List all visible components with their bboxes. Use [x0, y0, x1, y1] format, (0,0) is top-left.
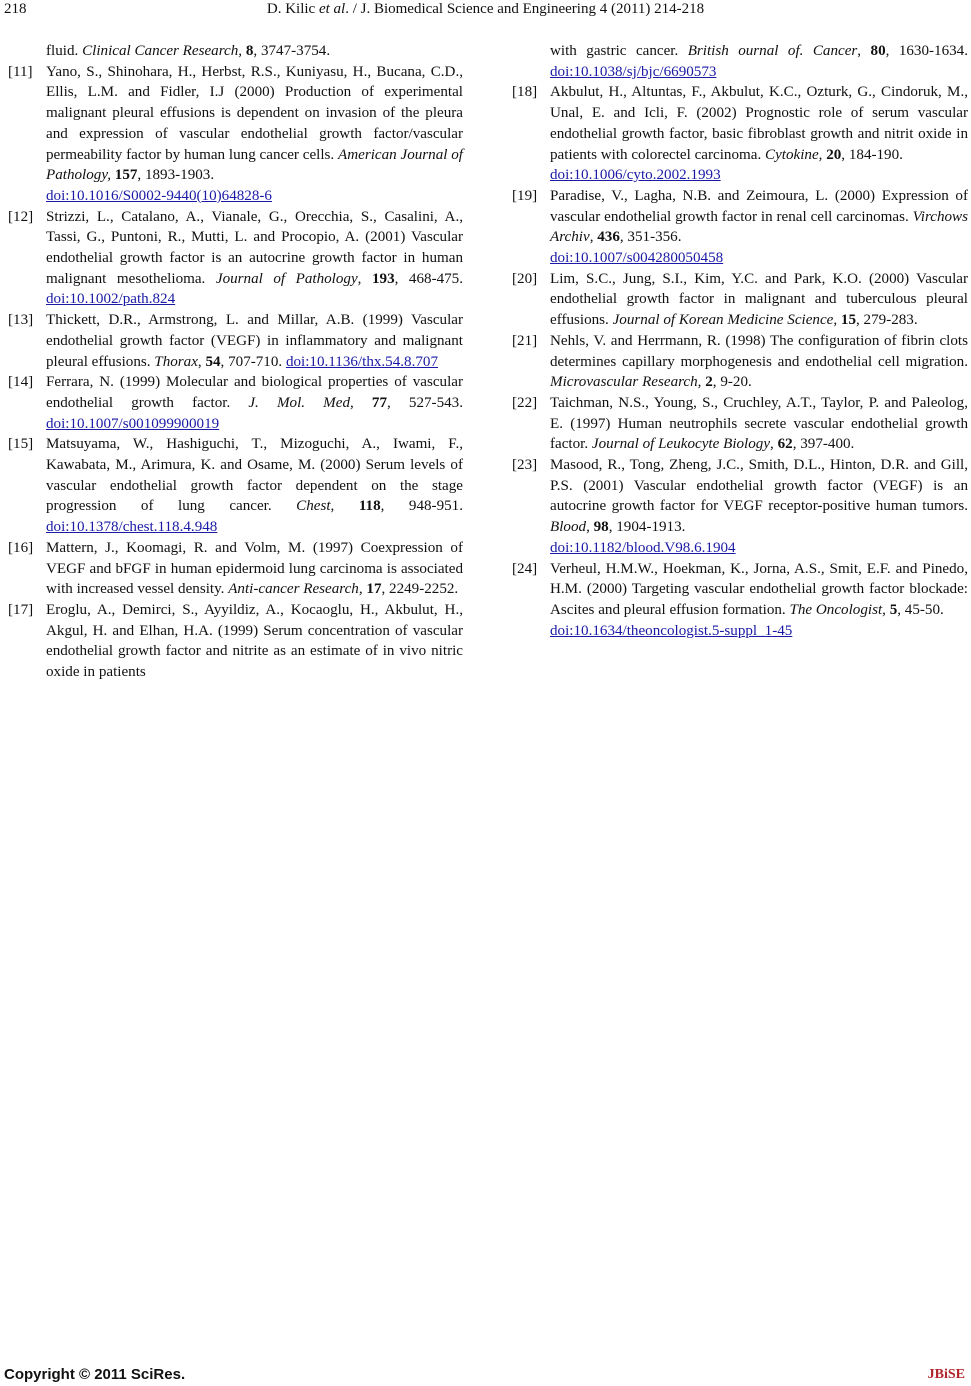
doi-link[interactable]: doi:10.1038/sj/bjc/6690573	[550, 63, 717, 80]
reference-number: [20]	[512, 270, 538, 287]
doi-link[interactable]: doi:10.1006/cyto.2002.1993	[550, 167, 721, 184]
reference-number: [17]	[8, 601, 34, 618]
reference-number: [22]	[512, 394, 538, 411]
reference-number: [13]	[8, 312, 34, 329]
copyright-notice: Copyright © 2011 SciRes.	[4, 1366, 186, 1383]
reference-continuation: with gastric cancer. British ournal of. Cancer, 80, 1630-1634. doi:10.1038/sj/bjc/6690573	[550, 43, 968, 80]
doi-link[interactable]: doi:10.1007/s004280050458	[550, 250, 724, 267]
reference-11: [11] Yano, S., Shinohara, H., Herbst, R.S., Kuniyasu, H., Bucana, C.D., Ellis, L.M. and Fidler, I.J (2000) Production of experimental malignant pleural effusions is dependent on invasion of the pleura and expression of vascular endothelial growth factor/vascular permeability factor by human lung cancer cells. American Journal of Pathology, 157, 1893-1903. doi:10.1016/S0002-9440(10)64828-6	[8, 62, 463, 207]
running-head-authors: D. Kilic	[266, 1, 319, 17]
reference-column-right	[512, 41, 968, 641]
volume: 17	[366, 581, 382, 598]
journal-title: Thorax	[154, 353, 198, 370]
reference-number: [23]	[512, 457, 538, 474]
journal-title: Clinical Cancer Research,	[82, 43, 243, 59]
volume: 8	[245, 43, 254, 59]
reference-number: [16]	[8, 539, 34, 556]
volume: 193	[371, 270, 395, 287]
reference-18: [18] Akbulut, H., Altuntas, F., Akbulut, K.C., Ozturk, G., Cindoruk, M., Unal, E. and Icli, F. (2002) Prognostic role of serum vascular endothelial growth factor, basic fibroblast growth and nitrit oxide in patients with colorectel carcinoma. Cytokine, 20, 184-190. doi:10.1006/cyto.2002.1993	[512, 82, 968, 186]
reference-15: [15] Matsuyama, W., Hashiguchi, T., Mizoguchi, A., Iwami, F., Kawabata, M., Arimura, K. and Osame, M. (2000) Serum levels of vascular endothelial growth factor dependent on the stage progression of lung cancer. Chest, 118, 948-951. doi:10.1378/chest.118.4.948	[8, 434, 463, 538]
reference-number: [18]	[512, 84, 538, 101]
doi-link[interactable]: doi:10.1378/chest.118.4.948	[46, 519, 218, 536]
journal-title: J. Mol. Med	[248, 394, 350, 411]
volume: 118	[358, 498, 381, 515]
doi-link[interactable]: doi:10.1136/thx.54.8.707	[285, 353, 439, 370]
reference-number: [24]	[512, 560, 538, 577]
volume: 157	[114, 167, 138, 184]
reference-number: [15]	[8, 436, 34, 453]
journal-title: Journal of Korean Medicine Science	[612, 312, 834, 329]
doi-link[interactable]: doi:10.1002/path.824	[46, 291, 176, 308]
journal-title: Anti-cancer Research,	[228, 581, 363, 598]
reference-19: [19] Paradise, V., Lagha, N.B. and Zeimoura, L. (2000) Expression of vascular endothelial growth factor in renal cell carcinomas. Virchows Archiv, 436, 351-356. doi:10.1007/s004280050458	[512, 186, 968, 269]
volume: 5	[889, 601, 898, 618]
journal-title: American Journal of Pathology,	[46, 146, 464, 184]
journal-title: The Oncologist	[789, 601, 883, 618]
journal-title: British ournal of. Cancer	[687, 43, 858, 59]
reference-22: [22] Taichman, N.S., Young, S., Cruchley, A.T., Taylor, P. and Paleolog, E. (1997) Human neutrophils secrete vascular endothelial growth factor. Journal of Leukocyte Biology, 62, 397-400.	[512, 393, 968, 455]
running-head	[0, 1, 971, 18]
running-head-journal: . / J. Biomedical Science and Engineering 4 (2011) 214-218	[345, 1, 705, 17]
journal-title: Microvascular Research,	[550, 374, 702, 391]
journal-title: Virchows Archiv	[550, 208, 968, 246]
reference-number: [11]	[8, 63, 33, 80]
reference-column-left	[8, 41, 463, 683]
reference-number: [19]	[512, 187, 538, 204]
reference-13: [13] Thickett, D.R., Armstrong, L. and Millar, A.B. (1999) Vascular endothelial growth factor (VEGF) in inflammatory and malignant pleural effusions. Thorax, 54, 707-710. doi:10.1136/thx.54.8.707	[8, 310, 463, 372]
journal-abbreviation: JBiSE	[927, 1367, 965, 1382]
journal-title: Journal of Pathology	[215, 270, 358, 287]
reference-17: [17] Eroglu, A., Demirci, S., Ayyildiz, A., Kocaoglu, H., Akbulut, H., Akgul, H. and Elhan, H.A. (1999) Serum concentration of vascular endothelial growth factor and nitrite as an estimate of in vivo nitric oxide in patients	[8, 600, 463, 683]
volume: 2	[705, 374, 713, 391]
reference-24: [24] Verheul, H.M.W., Hoekman, K., Jorna, A.S., Smit, E.F. and Pinedo, H.M. (2000) Targeting vascular endothelial growth factor blockade: Ascites and pleural effusion formation. The Oncologist, 5, 45-50. doi:10.1634/theoncologist.5-suppl_1-45	[512, 559, 968, 642]
volume: 20	[826, 146, 842, 163]
doi-link[interactable]: doi:10.1007/s001099900019	[46, 415, 220, 432]
reference-21: [21] Nehls, V. and Herrmann, R. (1998) The configuration of fibrin clots determines capillary morphogenesis and endothelial cell migration. Microvascular Research, 2, 9-20.	[512, 331, 968, 393]
page-number: 218	[4, 1, 27, 17]
volume: 62	[777, 436, 793, 453]
reference-continuation: fluid. Clinical Cancer Research, 8, 3747-3754.	[46, 43, 331, 59]
volume: 54	[205, 353, 221, 370]
journal-title: Cytokine	[765, 146, 819, 163]
journal-title: Journal of Leukocyte Biology	[591, 436, 771, 453]
journal-title: Blood	[550, 519, 587, 536]
doi-link[interactable]: doi:10.1182/blood.V98.6.1904	[550, 539, 736, 556]
running-head-etal: et al	[318, 1, 346, 17]
reference-number: [21]	[512, 332, 538, 349]
volume: 98	[593, 519, 609, 536]
volume: 80	[870, 43, 886, 59]
volume: 436	[597, 229, 620, 246]
reference-number: [14]	[8, 374, 34, 391]
reference-16: [16] Mattern, J., Koomagi, R. and Volm, M. (1997) Coexpression of VEGF and bFGF in human epidermoid lung carcinoma is associated with increased vessel density. Anti-cancer Research, 17, 2249-2252.	[8, 538, 463, 600]
reference-20: [20] Lim, S.C., Jung, S.I., Kim, Y.C. and Park, K.O. (2000) Vascular endothelial growth factor in malignant and tuberculous pleural effusions. Journal of Korean Medicine Science, 15, 279-283.	[512, 269, 968, 331]
doi-link[interactable]: doi:10.1016/S0002-9440(10)64828-6	[46, 187, 272, 204]
volume: 77	[371, 394, 387, 411]
reference-12: [12] Strizzi, L., Catalano, A., Vianale, G., Orecchia, S., Casalini, A., Tassi, G., Puntoni, R., Mutti, L. and Procopio, A. (2001) Vascular endothelial growth factor is an autocrine growth factor in human malignant mesothelioma. Journal of Pathology, 193, 468-475. doi:10.1002/path.824	[8, 207, 463, 311]
reference-23: [23] Masood, R., Tong, Zheng, J.C., Smith, D.L., Hinton, D.R. and Gill, P.S. (2001) Vascular endothelial growth factor (VEGF) is an autocrine growth factor for VEGF receptor-positive human tumors. Blood, 98, 1904-1913. doi:10.1182/blood.V98.6.1904	[512, 455, 968, 559]
journal-title: Chest	[296, 498, 331, 515]
doi-link[interactable]: doi:10.1634/theoncologist.5-suppl_1-45	[550, 622, 793, 639]
reference-number: [12]	[8, 208, 34, 225]
volume: 15	[840, 312, 856, 329]
reference-14: [14] Ferrara, N. (1999) Molecular and biological properties of vascular endothelial growth factor. J. Mol. Med, 77, 527-543. doi:10.1007/s001099900019	[8, 372, 463, 434]
